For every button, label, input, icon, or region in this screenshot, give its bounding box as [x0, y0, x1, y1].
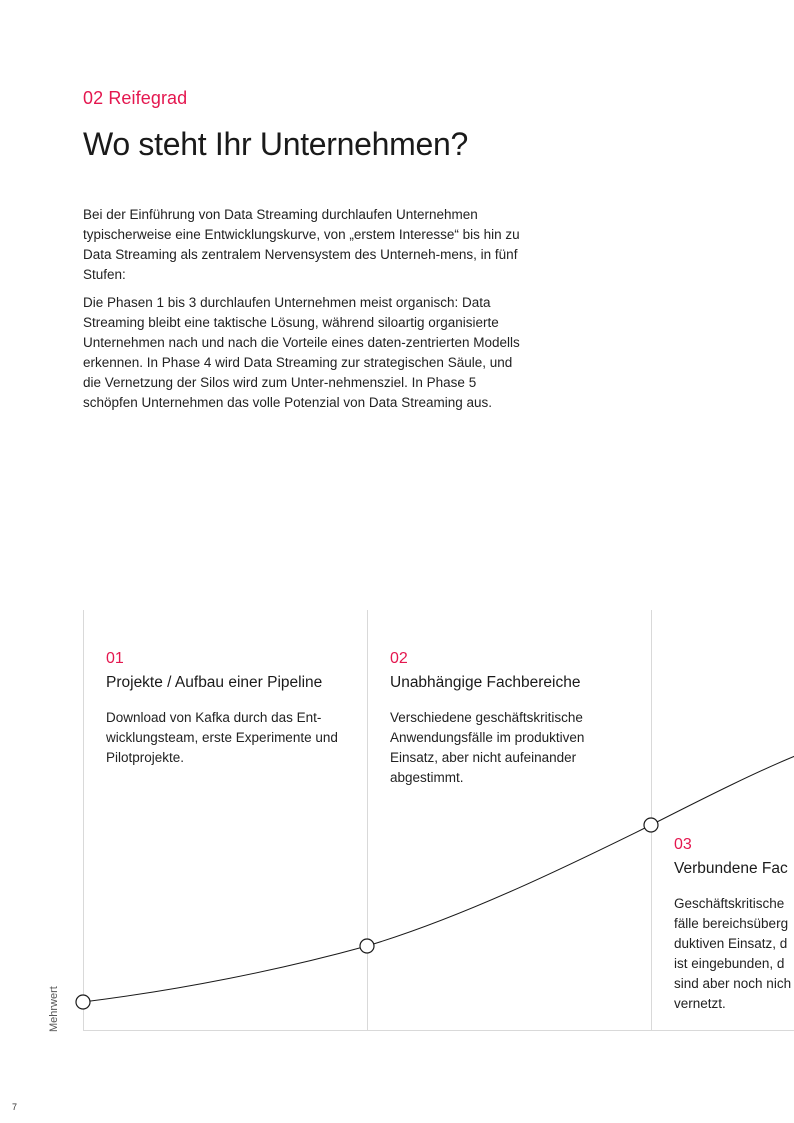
- stage-3: [674, 836, 794, 1014]
- intro-paragraph-1: Bei der Einführung von Data Streaming durchlaufen Unternehmen typischerweise eine Entwicklungskurve, von „erstem Interesse“ bis hin zu Data Streaming als zentralem Nervensystem des Unterneh-mens, in fünf Stufen:: [83, 207, 520, 282]
- stage-title: Unabhängige Fachbereiche: [390, 674, 581, 691]
- stage-2: [390, 650, 630, 788]
- intro-paragraph-2: Die Phasen 1 bis 3 durchlaufen Unternehmen meist organisch: Data Streaming bleibt eine taktische Lösung, während siloartig organisierte Unternehmen nach und nach die Vorteile eines daten-zentrierten Modells erkennen. In Phase 4 wird Data Streaming zur strategischen Säule, und die Vernetzung der Silos wird zum Unter-nehmensziel. In Phase 5 schöpfen Unternehmen das volle Potenzial von Data Streaming aus.: [83, 295, 520, 410]
- page-title: Wo steht Ihr Unternehmen?: [83, 126, 469, 162]
- page-number: 7: [12, 1102, 18, 1112]
- section-label: 02 Reifegrad: [83, 88, 188, 108]
- stage-number: 01: [106, 650, 124, 667]
- intro-text: [83, 205, 523, 421]
- stage-1: [106, 650, 351, 768]
- y-axis-label: Mehrwert: [48, 986, 60, 1032]
- maturity-chart: [0, 600, 794, 1040]
- stage-description: Verschiedene geschäftskritische Anwendungsfälle im produktiven Einsatz, aber nicht aufeinander abgestimmt.: [390, 710, 585, 785]
- stage-description: Download von Kafka durch das Ent-wicklungsteam, erste Experimente und Pilotprojekte.: [106, 710, 338, 765]
- stage-number: 02: [390, 650, 408, 667]
- stage-description: Geschäftskritische fälle bereichsüberg duktiven Einsatz, d ist eingebunden, d sind aber noch nich vernetzt.: [674, 896, 792, 1011]
- stage-title: Verbundene Fac: [674, 860, 788, 877]
- stage-title: Projekte / Aufbau einer Pipeline: [106, 674, 323, 691]
- stage-number: 03: [674, 836, 692, 853]
